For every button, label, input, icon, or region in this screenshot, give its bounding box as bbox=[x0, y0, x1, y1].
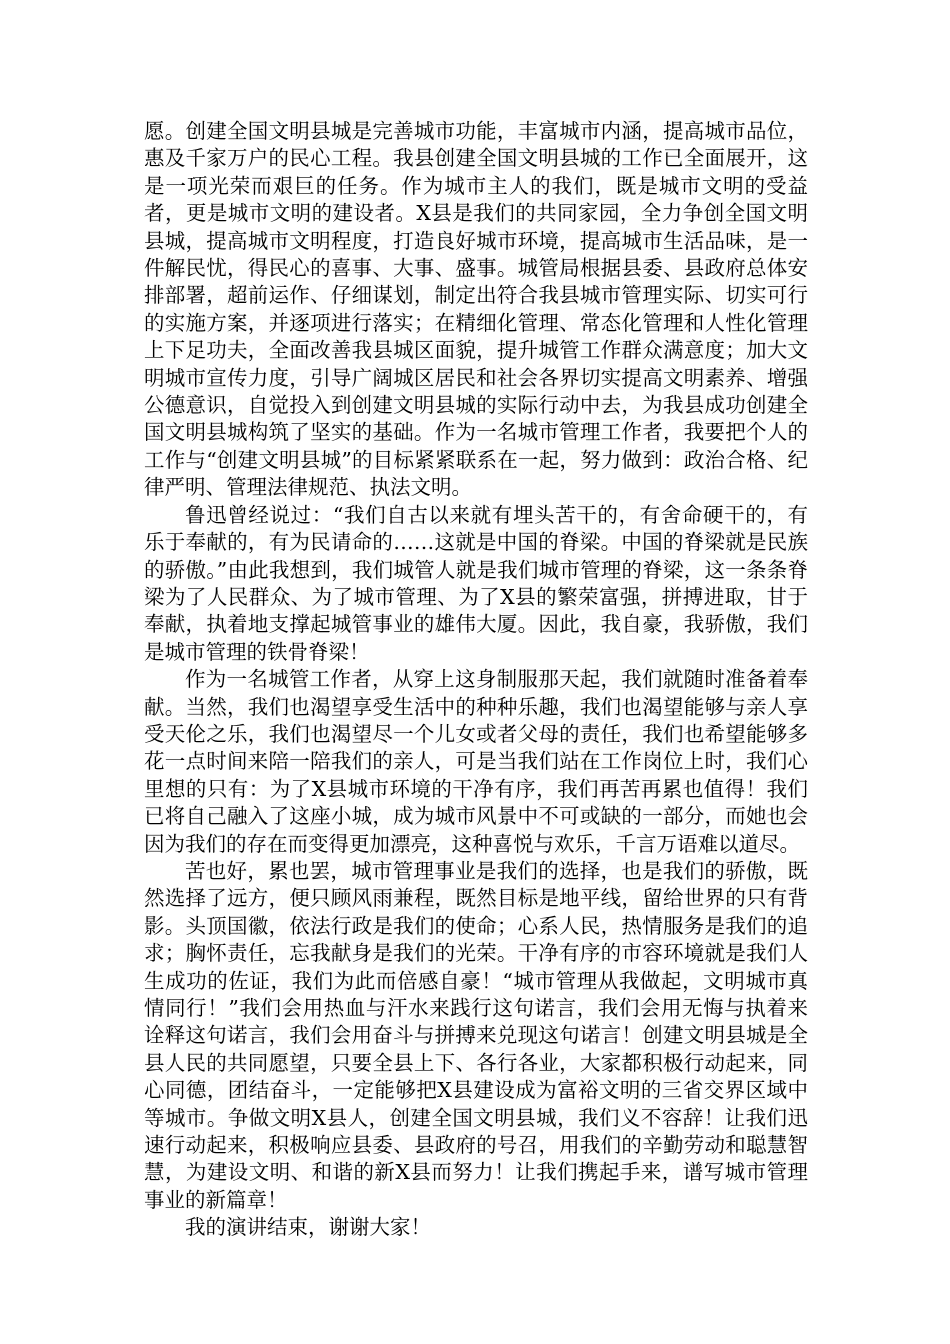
paragraph-5: 我的演讲结束，谢谢大家！ bbox=[185, 1215, 431, 1240]
document-page bbox=[144, 118, 808, 1242]
paragraph-3: 作为一名城管工作者，从穿上这身制服那天起，我们就随时准备着奉献。当然，我们也渴望享受生活中的种种乐趣，我们也渴望能够与亲人享受天伦之乐，我们也渴望尽一个儿女或者父母的责任，我们也希望能够多花一点时间来陪一陪我们的亲人，可是当我们站在工作岗位上时，我们心里想的只有：为了X县城市环境的干净有序，我们再苦再累也值得！我们已将自己融入了这座小城，成为城市风景中不可或缺的一部分，而她也会因为我们的存在而变得更加漂亮，这种喜悦与欢乐，千言万语难以道尽。 bbox=[144, 667, 808, 856]
paragraph-2: 鲁迅曾经说过：“我们自古以来就有埋头苦干的，有舍命硬干的，有乐于奉献的，有为民请命的……这就是中国的脊梁。中国的脊梁就是民族的骄傲。”由此我想到，我们城管人就是我们城市管理的脊梁，这一条条脊梁为了人民群众、为了城市管理、为了X县的繁荣富强，拼搏进取，甘于奉献，执着地支撑起城管事业的雄伟大厦。因此，我自豪，我骄傲，我们是城市管理的铁骨脊梁！ bbox=[144, 502, 808, 664]
paragraph-1: 愿。创建全国文明县城是完善城市功能，丰富城市内涵，提高城市品位，惠及千家万户的民心工程。我县创建全国文明县城的工作已全面展开，这是一项光荣而艰巨的任务。作为城市主人的我们，既是城市文明的受益者，更是城市文明的建设者。X县是我们的共同家园，全力争创全国文明县城，提高城市文明程度，打造良好城市环境，提高城市生活品味，是一件解民忧，得民心的喜事、大事、盛事。城管局根据县委、县政府总体安排部署，超前运作、仔细谋划，制定出符合我县城市管理实际、切实可行的实施方案，并逐项进行落实；在精细化管理、常态化管理和人性化管理上下足功夫，全面改善我县城区面貌，提升城管工作群众满意度；加大文明城市宣传力度，引导广阔城区居民和社会各界切实提高文明素养、增强公德意识，自觉投入到创建文明县城的实际行动中去，为我县成功创建全国文明县城构筑了坚实的基础。作为一名城市管理工作者，我要把个人的工作与“创建文明县城”的目标紧紧联系在一起，努力做到：政治合格、纪律严明、管理法律规范、执法文明。 bbox=[144, 119, 808, 500]
paragraph-4: 苦也好，累也罢，城市管理事业是我们的选择，也是我们的骄傲，既然选择了远方，便只顾风雨兼程，既然目标是地平线，留给世界的只有背影。头顶国徽，依法行政是我们的使命；心系人民，热情服务是我们的追求；胸怀责任，忘我献身是我们的光荣。干净有序的市容环境就是我们人生成功的佐证，我们为此而倍感自豪！“城市管理从我做起，文明城市真情同行！”我们会用热血与汗水来践行这句诺言，我们会用无悔与执着来诠释这句诺言，我们会用奋斗与拼搏来兑现这句诺言！创建文明县城是全县人民的共同愿望，只要全县上下、各行各业，大家都积极行动起来，同心同德，团结奋斗，一定能够把X县建设成为富裕文明的三省交界区域中等城市。争做文明X县人，创建全国文明县城，我们义不容辞！让我们迅速行动起来，积极响应县委、县政府的号召，用我们的辛勤劳动和聪慧智慧，为建设文明、和谐的新X县而努力！让我们携起手来，谱写城市管理事业的新篇章！ bbox=[144, 858, 808, 1212]
